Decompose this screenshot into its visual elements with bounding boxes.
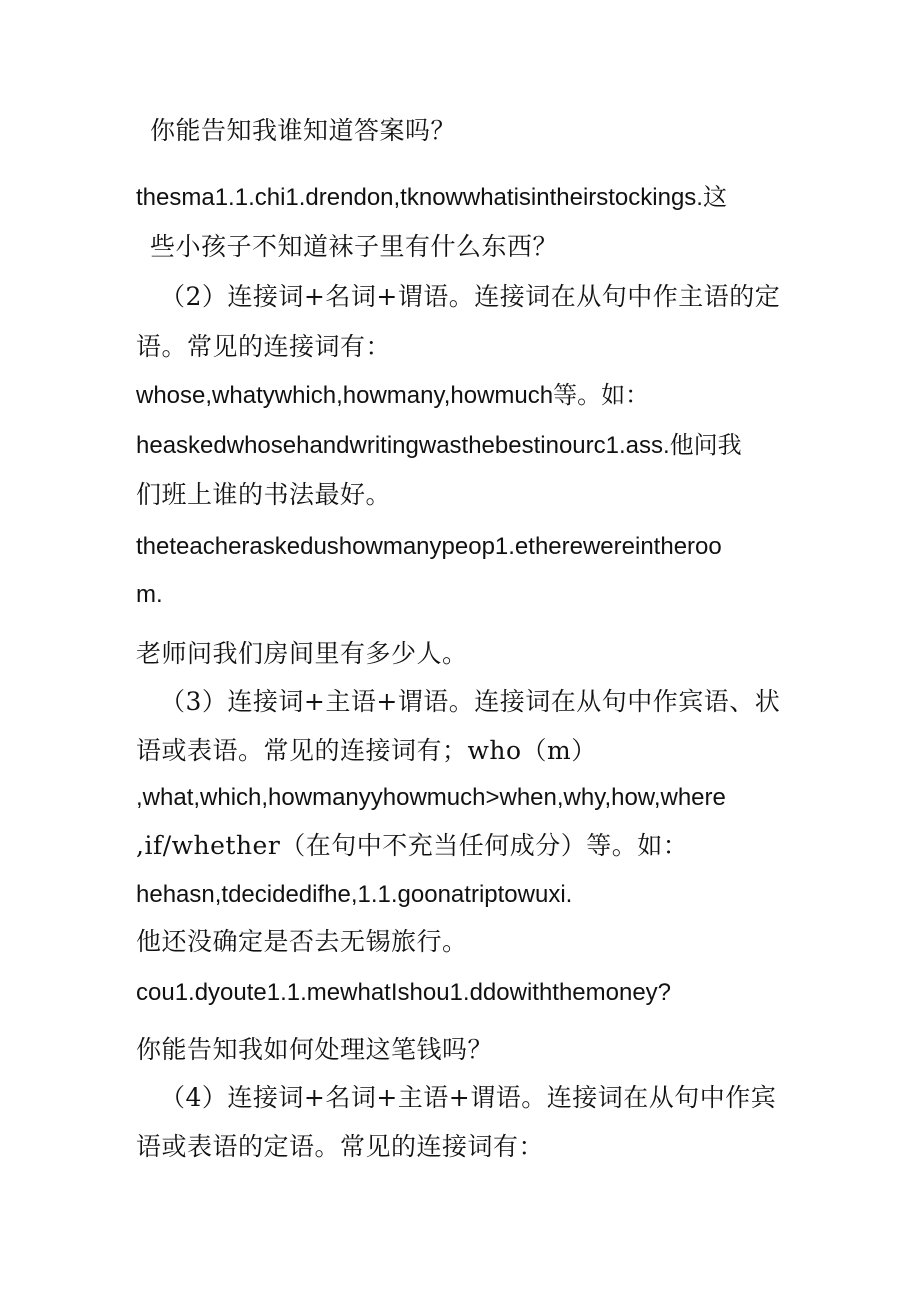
text-line: 老师问我们房间里有多少人。 <box>136 639 468 668</box>
text-line: 语或表语。常见的连接词有；who（m） <box>136 736 597 765</box>
text-line: cou1.dyoute1.1.mewhatIshou1.ddowiththemoney? <box>136 979 672 1006</box>
text-line: 语或表语的定语。常见的连接词有： <box>136 1132 545 1161</box>
text-line: heaskedwhosehandwritingwasthebestinourc1.ass.他问我 <box>136 432 742 459</box>
text-line: （4）连接词+名词+主语+谓语。连接词在从句中作宾 <box>160 1083 777 1112</box>
text-line: hehasn,tdecidedifhe,1.1.goonatriptowuxi. <box>136 881 573 908</box>
text-line: ,if/whether（在句中不充当任何成分）等。如： <box>136 831 689 860</box>
text-line: thesma1.1.chi1.drendon,tknowwhatisintheirstockings.这 <box>136 184 727 211</box>
text-line: （3）连接词+主语+谓语。连接词在从句中作宾语、状 <box>160 687 781 716</box>
text-line: ,what,which,howmanyyhowmuch>when,why,how,where <box>136 784 726 811</box>
text-line: theteacheraskedushowmanypeop1.etherewereintheroo <box>136 533 722 560</box>
text-line: whose,whatywhich,howmany,howmuch等。如： <box>136 382 650 409</box>
text-line: 你能告知我如何处理这笔钱吗？ <box>136 1035 494 1064</box>
text-line: 他还没确定是否去无锡旅行。 <box>136 927 468 956</box>
text-line: 们班上谁的书法最好。 <box>136 480 392 509</box>
text-line: m. <box>136 581 163 608</box>
text-line: 你能告知我谁知道答案吗？ <box>150 116 457 145</box>
text-line: 些小孩子不知道袜子里有什么东西？ <box>150 232 559 261</box>
text-line: 语。常见的连接词有： <box>136 332 392 361</box>
text-line: （2）连接词+名词+谓语。连接词在从句中作主语的定 <box>160 282 781 311</box>
